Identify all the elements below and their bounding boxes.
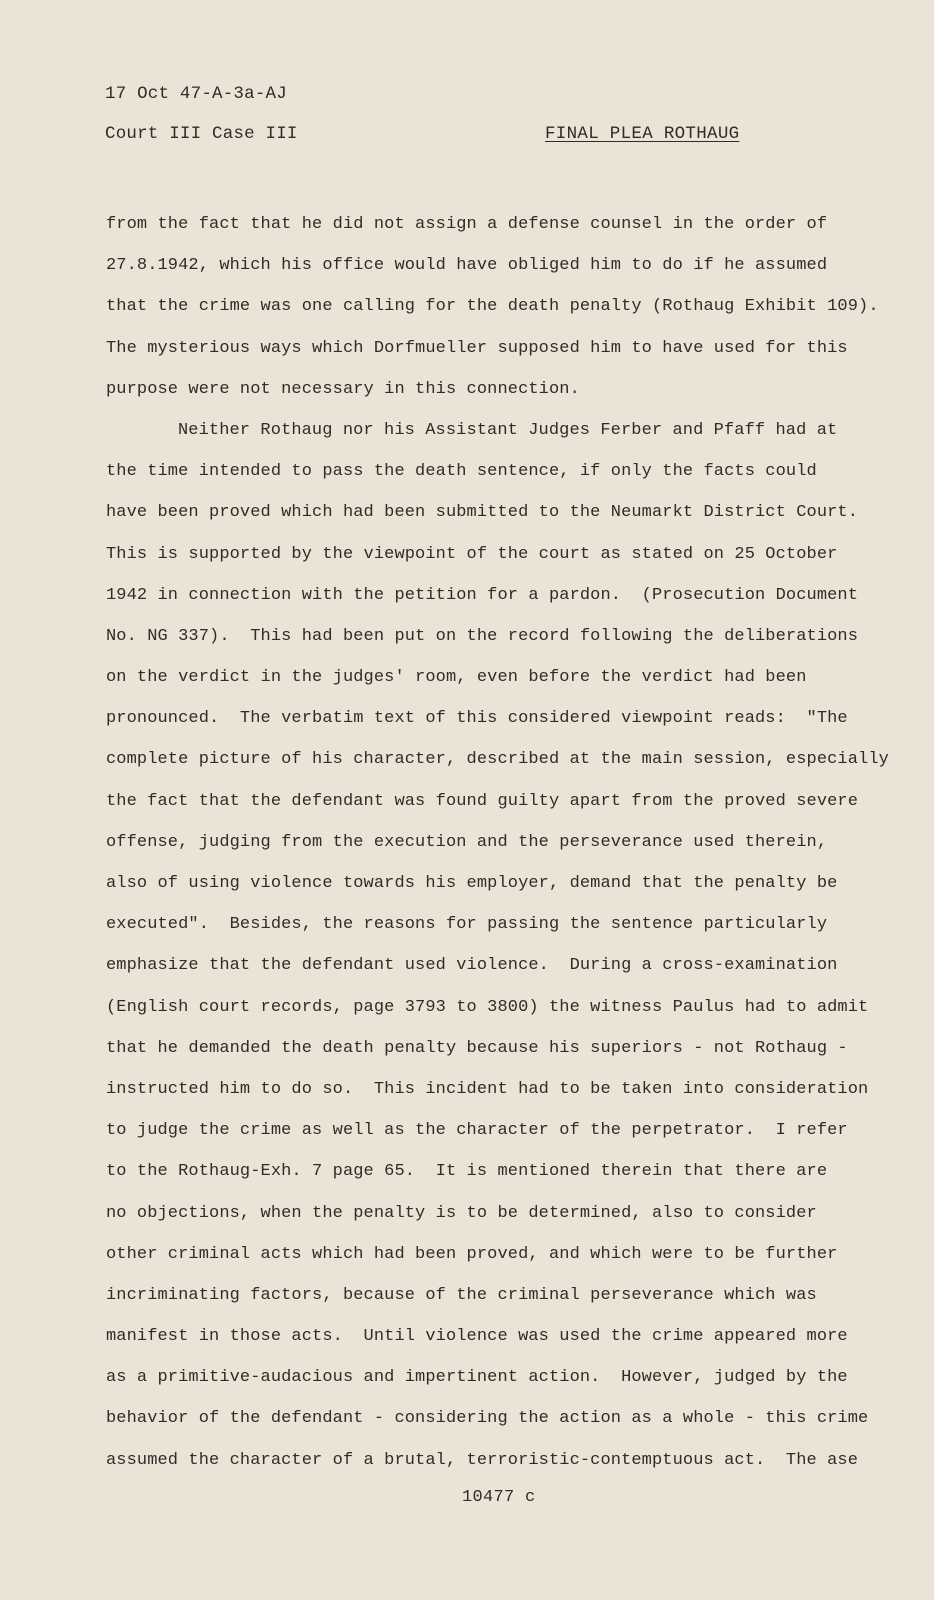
text-line: no objections, when the penalty is to be determined, also to consider [106,1203,817,1223]
paragraph-start-line: Neither Rothaug nor his Assistant Judges Ferber and Pfaff had at [178,420,838,440]
text-line: No. NG 337). This had been put on the record following the deliberations [106,626,859,646]
text-line: assumed the character of a brutal, terroristic-contemptuous act. The ase [106,1450,859,1470]
text-line: purpose were not necessary in this connection. [106,379,580,399]
text-line: behavior of the defendant - considering the action as a whole - this crime [106,1409,869,1429]
text-line: executed". Besides, the reasons for passing the sentence particularly [106,915,828,935]
text-line: to the Rothaug-Exh. 7 page 65. It is mentioned therein that there are [106,1162,828,1182]
text-line: manifest in those acts. Until violence was used the crime appeared more [106,1327,848,1347]
page-number: 10477 c [462,1488,536,1507]
text-line: complete picture of his character, described at the main session, especially [106,750,889,770]
text-line: incriminating factors, because of the criminal perseverance which was [106,1285,817,1305]
document-dateline: 17 Oct 47-A-3a-AJ [105,84,287,104]
text-line: (English court records, page 3793 to 3800) the witness Paulus had to admit [106,997,869,1017]
text-line: This is supported by the viewpoint of the court as stated on 25 October [106,544,838,564]
court-case-line: Court III Case III [105,124,298,144]
text-line: pronounced. The verbatim text of this considered viewpoint reads: "The [106,709,848,729]
text-line: that the crime was one calling for the death penalty (Rothaug Exhibit 109). [106,297,879,317]
text-line: instructed him to do so. This incident had to be taken into consideration [106,1079,869,1099]
document-title: FINAL PLEA ROTHAUG [545,124,740,144]
text-line: the time intended to pass the death sentence, if only the facts could [106,462,817,482]
document-body [106,204,906,1481]
text-line: as a primitive-audacious and impertinent action. However, judged by the [106,1368,848,1388]
text-line: emphasize that the defendant used violence. During a cross-examination [106,956,838,976]
text-line: from the fact that he did not assign a defense counsel in the order of [106,215,828,234]
text-line: 27.8.1942, which his office would have obliged him to do if he assumed [106,256,828,276]
text-line: also of using violence towards his employer, demand that the penalty be [106,874,838,893]
text-line: have been proved which had been submitted to the Neumarkt District Court. [106,503,859,523]
text-line: on the verdict in the judges' room, even before the verdict had been [106,668,807,688]
text-line: other criminal acts which had been proved, and which were to be further [106,1244,838,1264]
text-line: The mysterious ways which Dorfmueller supposed him to have used for this [106,338,848,358]
text-line: that he demanded the death penalty because his superiors - not Rothaug - [106,1038,848,1058]
text-line: 1942 in connection with the petition for a pardon. (Prosecution Document [106,585,859,605]
text-line: the fact that the defendant was found guilty apart from the proved severe [106,791,859,811]
text-line: offense, judging from the execution and the perseverance used therein, [106,832,828,852]
text-line: to judge the crime as well as the character of the perpetrator. I refer [106,1121,848,1141]
